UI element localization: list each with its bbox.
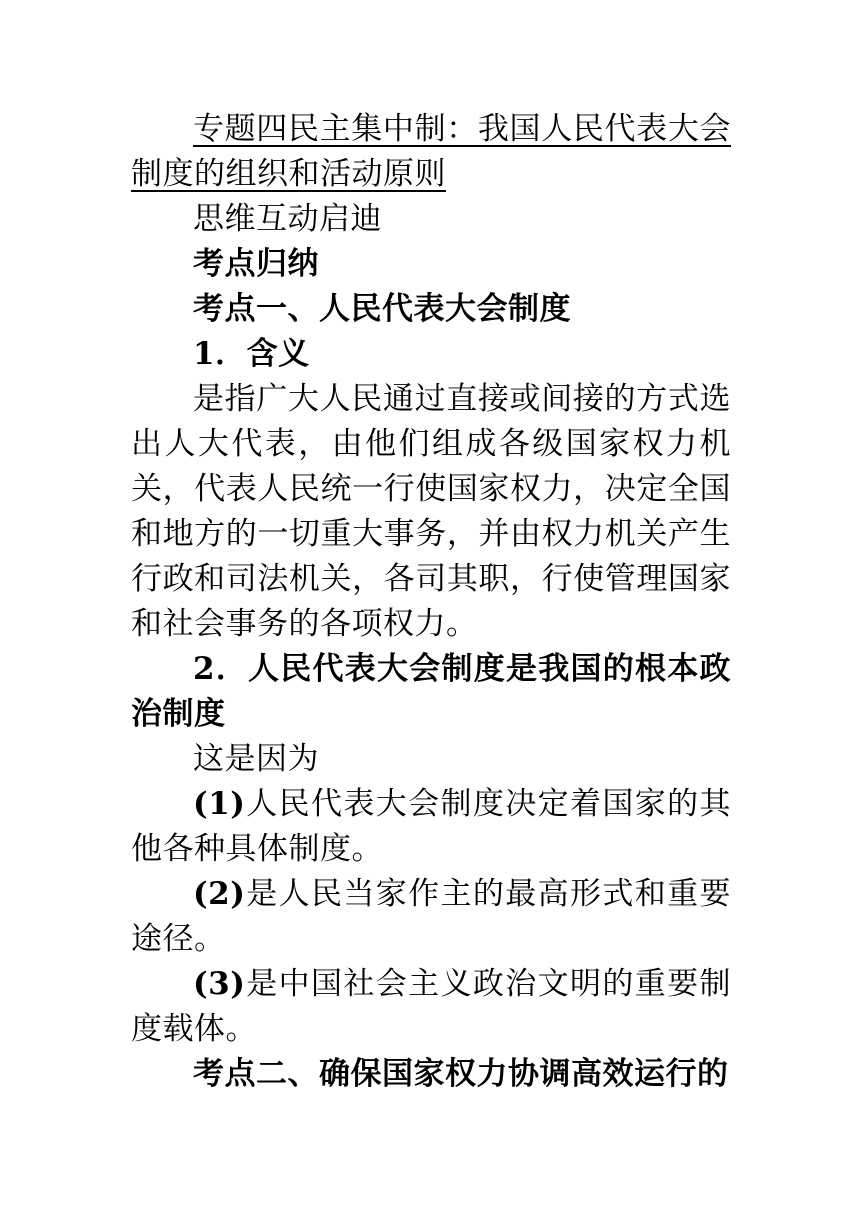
document-title: 专题四民主集中制：我国人民代表大会制度的组织和活动原则 — [131, 111, 731, 192]
reason-text: 人民代表大会制度决定着国家的其他各种具体制度。 — [131, 786, 731, 867]
reason-text: 是中国社会主义政治文明的重要制度载体。 — [131, 966, 731, 1047]
reason-text: 是人民当家作主的最高形式和重要途径。 — [131, 876, 731, 957]
reason-number: (1) — [193, 786, 246, 822]
item-one-body: 是指广大人民通过直接或间接的方式选出人大代表，由他们组成各级国家权力机关，代表人民统一行使国家权力，决定全国和地方的一切重大事务，并由权力机关产生行政和司法机关，各司其职，行使管理国家和社会事务的各项权力。 — [131, 381, 731, 642]
reason-number: (3) — [193, 966, 246, 1002]
item-two-heading: 2．人民代表大会制度是我国的根本政治制度 — [131, 651, 731, 732]
reason-item — [131, 872, 731, 962]
point-two-heading: 考点二、确保国家权力协调高效运行的 — [193, 1056, 729, 1092]
reason-item — [131, 782, 731, 872]
section-heading-summary: 考点归纳 — [193, 246, 319, 282]
point-one-heading: 考点一、人民代表大会制度 — [193, 291, 571, 327]
subtitle: 思维互动启迪 — [193, 201, 382, 237]
item-one-heading: 1．含义 — [193, 336, 310, 372]
reason-number: (2) — [193, 876, 246, 912]
reason-item — [131, 962, 731, 1052]
document-page — [131, 107, 731, 1097]
item-two-lead: 这是因为 — [193, 741, 319, 777]
